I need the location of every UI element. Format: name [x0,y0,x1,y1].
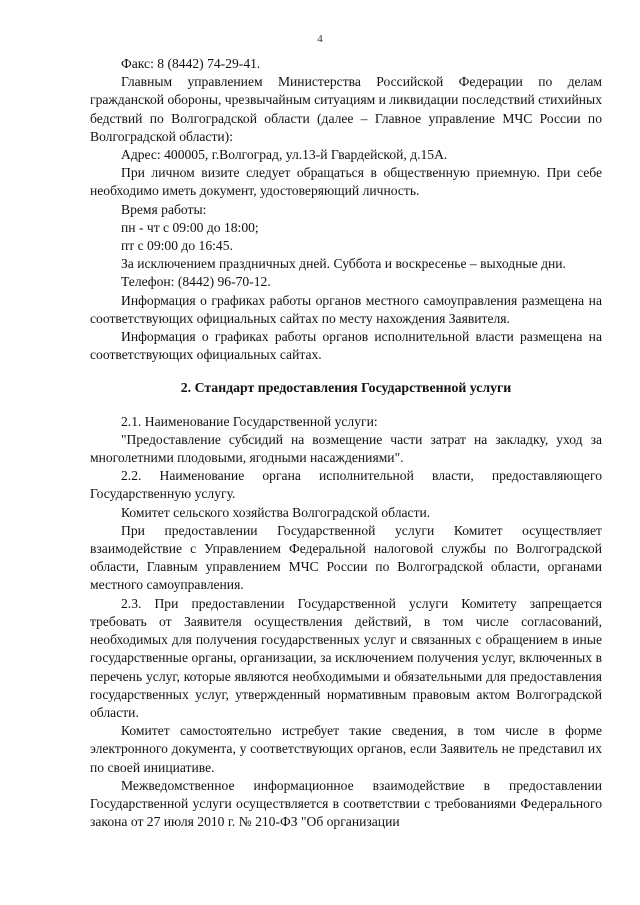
paragraph-interagency: Межведомственное информационное взаимодействие в предоставлении Государственной услуги осуществляется в соответствии с требованиями Федерального закона от 27 июля 2010 г. № 210-ФЗ "Об организации [90,777,602,830]
address-line: Адрес: 400005, г.Волгоград, ул.13-й Гвардейской, д.15А. [121,147,448,163]
holidays-line: За исключением праздничных дней. Суббота и воскресенье – выходные дни. [121,256,566,272]
phone-line: Телефон: (8442) 96-70-12. [121,274,271,290]
clause-2-2: 2.2. Наименование органа исполнительной власти, предоставляющего Государственную услугу. [90,468,602,502]
clause-2-3: 2.3. При предоставлении Государственной услуги Комитету запрещается требовать от Заявителя осуществления действий, в том числе согласований, необходимых для получения государственных услуг и связанных с обращением в иные государственные органы, организации, за исключением получения услуг, включенных в перечень услуг, которые являются необходимыми и обязательными для предоставления государственных услуг, утвержденный нормативным правовым актом Волгоградской области. [90,595,602,720]
work-time-fri: пт с 09:00 до 16:45. [121,238,233,254]
fax-line: Факс: 8 (8442) 74-29-41. [121,56,261,71]
paragraph-mchs: Главным управлением Министерства Российской Федерации по делам гражданской обороны, чрезвычайным ситуациям и ликвидации последствий стихийных бедствий по Волгоградской области (далее – Главное управление МЧС России по Волгоградской области): [90,74,602,144]
work-time-mon-thu: пн - чт с 09:00 до 18:00; [121,219,259,235]
clause-2-1: 2.1. Наименование Государственной услуги: [121,413,378,429]
paragraph-local-schedule: Информация о графиках работы органов местного самоуправления размещена на соответствующих официальных сайтах по месту нахождения Заявителя. [90,292,602,326]
paragraph-executive-schedule: Информация о графиках работы органов исполнительной власти размещена на соответствующих официальных сайтах. [90,329,602,363]
service-name: "Предоставление субсидий на возмещение части затрат на закладку, уход за многолетними плодовыми, ягодными насаждениями". [90,431,602,466]
paragraph-interaction: При предоставлении Государственной услуги Комитет осуществляет взаимодействие с Управлением Федеральной налоговой службы по Волгоградской области, Главным управлением МЧС России по Волгоградской области, органами местного самоуправления. [90,522,602,593]
paragraph-self-request: Комитет самостоятельно истребует такие сведения, в том числе в форме электронного документа, у соответствующих органов, если Заявитель не представил их по своей инициативе. [90,723,602,775]
paragraph-visit: При личном визите следует обращаться в общественную приемную. При себе необходимо иметь документ, удостоверяющий личность. [90,165,602,199]
document-body [90,55,602,831]
section-heading: 2. Стандарт предоставления Государственной услуги [180,380,512,396]
committee-name: Комитет сельского хозяйства Волгоградской области. [121,504,431,520]
work-time-label: Время работы: [121,201,207,217]
page-number: 4 [317,33,323,45]
